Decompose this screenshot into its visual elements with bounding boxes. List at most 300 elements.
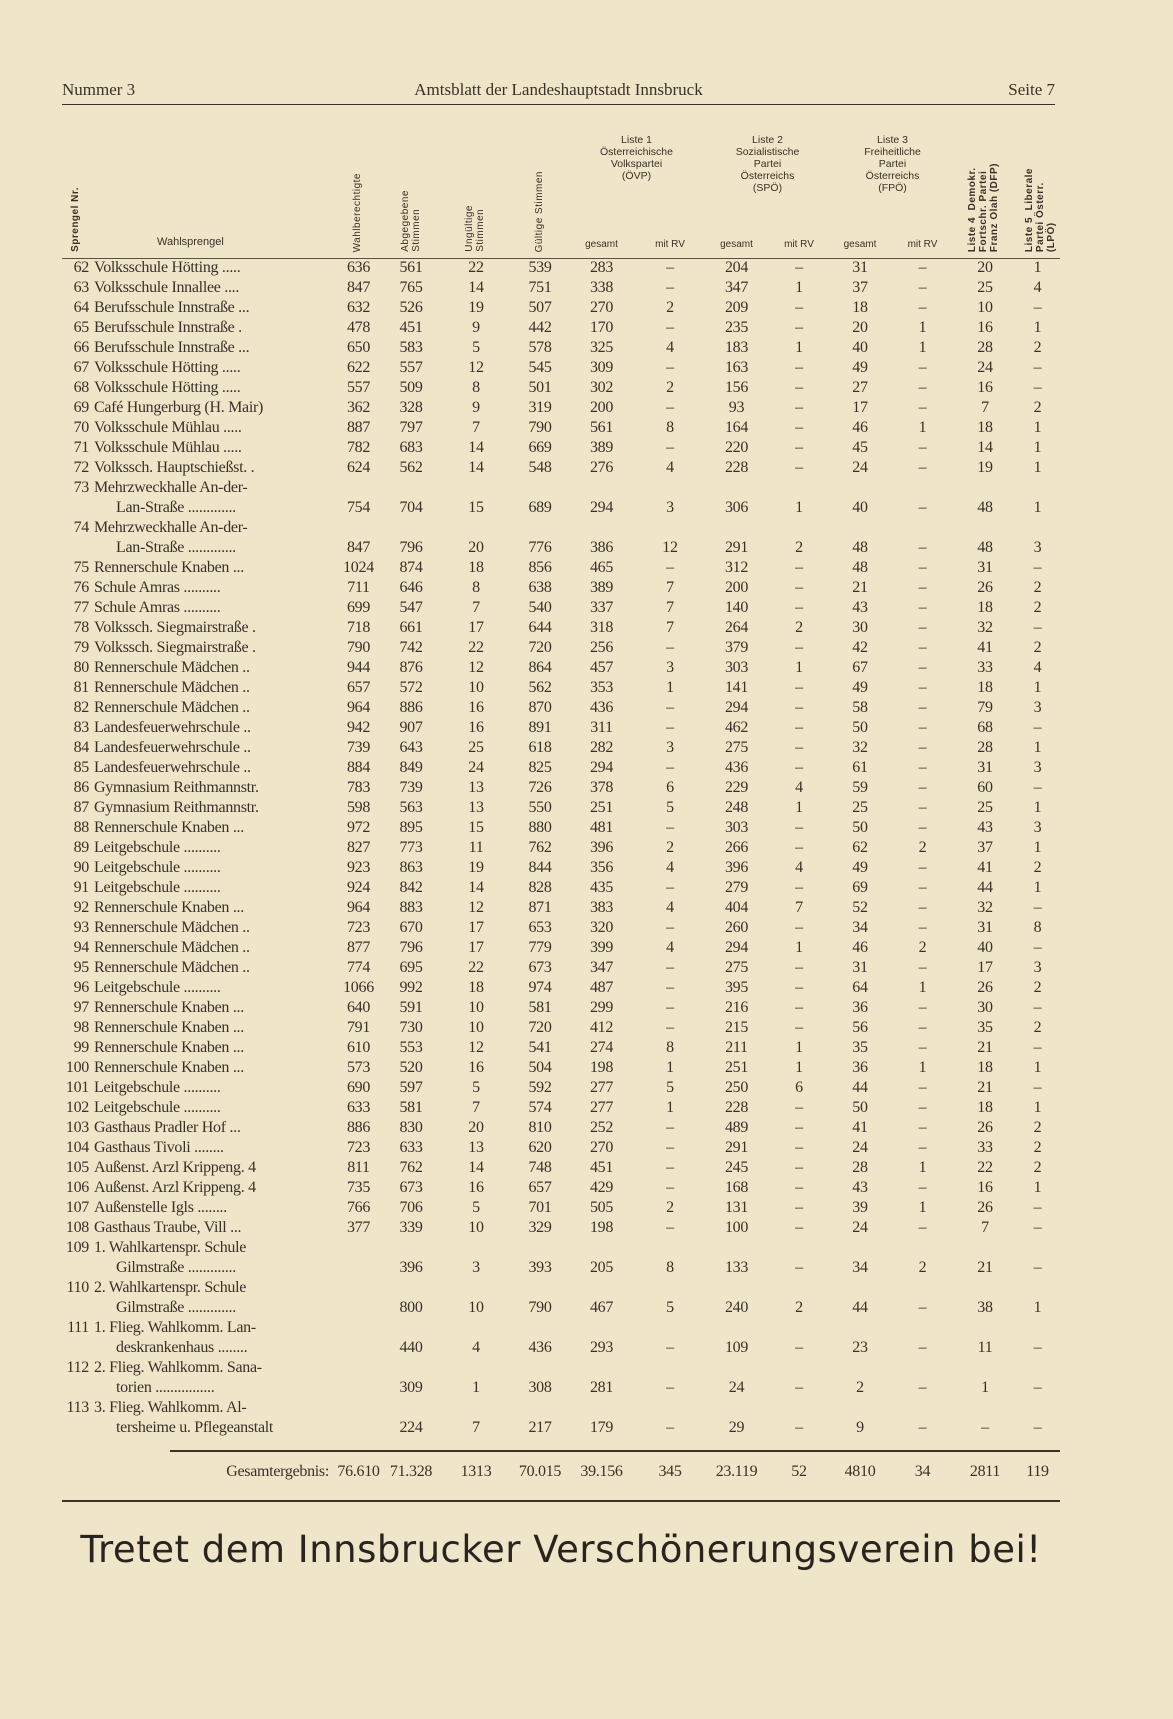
- cell-value: 704: [399, 499, 423, 516]
- cell-value: –: [918, 999, 927, 1016]
- cell-value: 762: [528, 839, 552, 856]
- cell-value: 3: [666, 659, 674, 676]
- cell-value: –: [1033, 559, 1042, 576]
- cell-value: 4: [1033, 659, 1042, 676]
- cell-value: 198: [589, 1059, 614, 1076]
- wahlsprengel-name: Rennerschule Knaben ...: [94, 819, 244, 836]
- cell-value: –: [918, 299, 927, 316]
- cell-value: 338: [589, 279, 614, 296]
- spacer: [62, 1338, 94, 1358]
- cell-value: 790: [528, 1299, 552, 1316]
- cell-value: 14: [468, 439, 484, 456]
- cell-value: –: [1033, 1339, 1042, 1356]
- cell-value: 337: [589, 599, 614, 616]
- wahlsprengel-name: Rennerschule Knaben ...: [94, 899, 244, 916]
- cell-value: 17: [468, 619, 484, 636]
- wahlsprengel-name: Leitgebschule ..........: [94, 979, 221, 996]
- cell-value: 228: [724, 1099, 749, 1116]
- wahlsprengel-name: Rennerschule Knaben ...: [94, 1019, 244, 1036]
- cell-value: –: [666, 979, 674, 996]
- cell-value: [335, 1398, 382, 1418]
- cell-value: 44: [852, 1299, 868, 1316]
- cell-value: –: [1033, 359, 1042, 376]
- cell-value: [335, 1418, 382, 1438]
- cell-value: 49: [852, 359, 868, 376]
- cell-value: 14: [977, 439, 993, 456]
- cell-value: 3: [1033, 759, 1042, 776]
- cell-value: 2: [918, 839, 927, 856]
- cell-value: 251: [724, 1059, 749, 1076]
- cell-value: 592: [528, 1079, 552, 1096]
- cell-value: 31: [852, 959, 868, 976]
- issue-number: Nummer 3: [62, 80, 136, 99]
- cell-value: 43: [977, 819, 993, 836]
- cell-value: 12: [468, 1039, 484, 1056]
- cell-value: 20: [852, 319, 868, 336]
- header-abgegebene: Abgegebene Stimmen: [400, 190, 422, 252]
- cell-value: 14: [468, 1159, 484, 1176]
- cell-value: 1: [666, 1099, 674, 1116]
- cell-value: 43: [852, 1179, 868, 1196]
- cell-value: 673: [399, 1179, 423, 1196]
- cell-value: 730: [399, 1019, 423, 1036]
- cell-value: 1066: [343, 979, 374, 996]
- cell-value: 32: [977, 619, 993, 636]
- sprengel-nr: 73: [73, 479, 89, 496]
- cell-value: –: [918, 659, 927, 676]
- sprengel-nr: 99: [73, 1039, 89, 1056]
- cell-value: 12: [662, 539, 678, 556]
- sprengel-nr: 91: [73, 879, 89, 896]
- cell-value: –: [795, 359, 803, 376]
- sprengel-nr: 94: [73, 939, 89, 956]
- cell-value: 871: [528, 899, 552, 916]
- sprengel-nr: 110: [66, 1279, 89, 1296]
- cell-value: –: [918, 499, 927, 516]
- cell-value: 557: [399, 359, 423, 376]
- cell-value: 291: [724, 1139, 749, 1156]
- cell-value: 754: [346, 499, 371, 516]
- table-row: [62, 658, 1060, 678]
- cell-value: 34: [852, 919, 868, 936]
- cell-value: 2: [1033, 1139, 1042, 1156]
- cell-value: 68: [977, 719, 993, 736]
- cell-value: 1: [1033, 1179, 1042, 1196]
- cell-value: –: [795, 579, 803, 596]
- cell-value: 217: [528, 1419, 552, 1436]
- cell-value: 800: [399, 1299, 423, 1316]
- cell-value: 275: [724, 959, 749, 976]
- cell-value: [512, 1358, 568, 1378]
- cell-value: 3: [1033, 699, 1042, 716]
- total-value: 34: [914, 1463, 931, 1480]
- cell-value: 308: [528, 1379, 552, 1396]
- cell-value: 281: [589, 1379, 614, 1396]
- page-number: Seite 7: [1008, 80, 1055, 99]
- cell-value: 11: [977, 1339, 993, 1356]
- cell-value: 11: [468, 839, 484, 856]
- cell-value: 4: [795, 859, 803, 876]
- cell-value: 377: [346, 1219, 371, 1236]
- cell-value: 10: [977, 299, 993, 316]
- cell-value: [1015, 478, 1060, 498]
- cell-value: 13: [468, 1139, 484, 1156]
- cell-value: 633: [399, 1139, 423, 1156]
- cell-value: 762: [399, 1159, 423, 1176]
- cell-value: 329: [528, 1219, 552, 1236]
- cell-value: 18: [977, 599, 993, 616]
- cell-value: 884: [346, 759, 371, 776]
- cell-value: 383: [589, 899, 614, 916]
- cell-value: –: [666, 879, 674, 896]
- cell-value: 24: [852, 1219, 868, 1236]
- cell-value: –: [1033, 999, 1042, 1016]
- cell-value: –: [795, 1259, 803, 1276]
- cell-value: 572: [399, 679, 423, 696]
- cell-value: [568, 478, 635, 498]
- cell-value: [635, 1278, 705, 1298]
- wahlsprengel-name: Schule Amras ..........: [94, 599, 221, 616]
- cell-value: 748: [528, 1159, 552, 1176]
- cell-value: [890, 518, 955, 538]
- cell-value: –: [918, 959, 927, 976]
- table-row: [62, 778, 1060, 798]
- cell-value: 18: [468, 559, 484, 576]
- cell-value: [635, 1238, 705, 1258]
- cell-value: 739: [346, 739, 371, 756]
- cell-value: –: [666, 1139, 674, 1156]
- cell-value: –: [1033, 1199, 1042, 1216]
- cell-value: –: [918, 719, 927, 736]
- cell-value: 3: [1033, 539, 1042, 556]
- cell-value: –: [918, 1379, 927, 1396]
- cell-value: 309: [589, 359, 614, 376]
- cell-value: 31: [977, 559, 993, 576]
- cell-value: [440, 1398, 512, 1418]
- cell-value: 1: [1033, 439, 1042, 456]
- cell-value: 797: [399, 419, 423, 436]
- cell-value: 378: [589, 779, 614, 796]
- cell-value: 690: [346, 1079, 371, 1096]
- cell-value: [382, 1318, 440, 1338]
- cell-value: 42: [852, 639, 868, 656]
- cell-value: –: [795, 819, 803, 836]
- cell-value: [335, 1258, 382, 1278]
- cell-value: 876: [399, 659, 423, 676]
- cell-value: 1: [795, 659, 803, 676]
- cell-value: [568, 1278, 635, 1298]
- cell-value: 701: [528, 1199, 552, 1216]
- table-row: [62, 898, 1060, 918]
- cell-value: [335, 1278, 382, 1298]
- cell-value: 22: [468, 259, 484, 276]
- cell-value: –: [666, 1159, 674, 1176]
- sprengel-nr: 97: [73, 999, 89, 1016]
- cell-value: 2: [1033, 979, 1042, 996]
- cell-value: 21: [977, 1039, 993, 1056]
- cell-value: 347: [589, 959, 614, 976]
- cell-value: [1015, 1278, 1060, 1298]
- cell-value: 4: [666, 339, 674, 356]
- cell-value: –: [918, 559, 927, 576]
- wahlsprengel-name: Landesfeuerwehrschule ..: [94, 719, 251, 736]
- cell-value: 299: [589, 999, 614, 1016]
- cell-value: 4: [472, 1339, 480, 1356]
- cell-value: 539: [528, 259, 552, 276]
- cell-value: 25: [977, 279, 993, 296]
- cell-value: 8: [472, 579, 480, 596]
- cell-value: 396: [399, 1259, 423, 1276]
- cell-value: 294: [724, 939, 749, 956]
- cell-value: [440, 518, 512, 538]
- wahlsprengel-name: Leitgebschule ..........: [94, 1079, 221, 1096]
- cell-value: [890, 1278, 955, 1298]
- sprengel-nr: 80: [73, 659, 89, 676]
- header-liste1: Liste 1 Österreichische Volkspartei (ÖVP): [600, 134, 673, 182]
- cell-value: 312: [724, 559, 749, 576]
- cell-value: 12: [468, 359, 484, 376]
- cell-value: 45: [852, 439, 868, 456]
- cell-value: 695: [399, 959, 423, 976]
- cell-value: –: [918, 439, 927, 456]
- cell-value: [568, 518, 635, 538]
- sprengel-nr: 64: [73, 299, 89, 316]
- cell-value: 396: [724, 859, 749, 876]
- cell-value: 796: [399, 939, 423, 956]
- cell-value: 50: [852, 1099, 868, 1116]
- cell-value: 9: [472, 399, 480, 416]
- cell-value: [890, 1358, 955, 1378]
- cell-value: 1: [918, 1059, 927, 1076]
- cell-value: [830, 518, 890, 538]
- sprengel-nr: 95: [73, 959, 89, 976]
- cell-value: –: [918, 859, 927, 876]
- cell-value: 618: [528, 739, 552, 756]
- cell-value: 319: [528, 399, 552, 416]
- cell-value: [890, 1398, 955, 1418]
- cell-value: 507: [528, 299, 552, 316]
- cell-value: –: [918, 539, 927, 556]
- cell-value: 7: [666, 599, 674, 616]
- cell-value: 791: [346, 1019, 371, 1036]
- sprengel-nr: 103: [65, 1119, 89, 1136]
- table-row: [62, 398, 1060, 418]
- cell-value: 541: [528, 1039, 552, 1056]
- cell-value: –: [1033, 619, 1042, 636]
- cell-value: –: [918, 1119, 927, 1136]
- cell-value: 830: [399, 1119, 423, 1136]
- cell-value: –: [918, 279, 927, 296]
- cell-value: 699: [346, 599, 371, 616]
- cell-value: [890, 478, 955, 498]
- cell-value: 880: [528, 819, 552, 836]
- cell-value: –: [666, 1379, 674, 1396]
- cell-value: 245: [724, 1159, 749, 1176]
- cell-value: [1015, 1318, 1060, 1338]
- cell-value: –: [795, 379, 803, 396]
- wahlsprengel-name: Gymnasium Reithmannstr.: [94, 779, 259, 796]
- cell-value: 270: [589, 299, 614, 316]
- cell-value: 661: [399, 619, 423, 636]
- spacer: [62, 538, 94, 558]
- header-liste2-mit-rv: mit RV: [784, 239, 814, 250]
- cell-value: 48: [977, 499, 993, 516]
- cell-value: 294: [589, 499, 614, 516]
- header-ungueltige: Ungültige Stimmen: [464, 205, 486, 252]
- cell-value: –: [666, 279, 674, 296]
- table-row: [62, 858, 1060, 878]
- cell-value: 163: [724, 359, 749, 376]
- table-row: [62, 638, 1060, 658]
- cell-value: –: [795, 919, 803, 936]
- cell-value: 18: [977, 1099, 993, 1116]
- cell-value: 972: [346, 819, 371, 836]
- cell-value: 16: [468, 719, 484, 736]
- table-row: [62, 1318, 1060, 1358]
- cell-value: 26: [977, 979, 993, 996]
- wahlsprengel-name: Berufsschule Innstraße .: [94, 319, 242, 336]
- header-liste2-gesamt: gesamt: [720, 239, 753, 250]
- cell-value: [335, 1238, 382, 1258]
- cell-value: 8: [666, 419, 674, 436]
- sprengel-nr: 111: [67, 1319, 89, 1336]
- sprengel-nr: 104: [65, 1139, 89, 1156]
- table-row: [62, 1158, 1060, 1178]
- cell-value: 827: [346, 839, 371, 856]
- cell-value: 46: [852, 419, 868, 436]
- cell-value: [382, 518, 440, 538]
- cell-value: [512, 478, 568, 498]
- wahlsprengel-name: Außenst. Arzl Krippeng. 4: [94, 1179, 256, 1196]
- sprengel-nr: 93: [73, 919, 89, 936]
- cell-value: 31: [977, 759, 993, 776]
- cell-value: 562: [528, 679, 552, 696]
- cell-value: –: [666, 1179, 674, 1196]
- cell-value: 2: [918, 939, 927, 956]
- cell-value: [512, 1278, 568, 1298]
- table-row: [62, 358, 1060, 378]
- cell-value: 24: [977, 359, 993, 376]
- cell-value: 20: [977, 259, 993, 276]
- sprengel-nr: 102: [65, 1099, 89, 1116]
- cell-value: 133: [724, 1259, 749, 1276]
- cell-value: 24: [852, 1139, 868, 1156]
- cell-value: 2: [666, 299, 674, 316]
- total-label: Gesamtergebnis:: [226, 1463, 329, 1480]
- cell-value: 550: [528, 799, 552, 816]
- cell-value: 644: [528, 619, 552, 636]
- cell-value: 766: [346, 1199, 371, 1216]
- cell-value: [768, 1398, 830, 1418]
- cell-value: 670: [399, 919, 423, 936]
- cell-value: –: [666, 399, 674, 416]
- cell-value: –: [918, 359, 927, 376]
- table-row: [62, 1078, 1060, 1098]
- cell-value: 24: [852, 459, 868, 476]
- cell-value: 557: [346, 379, 371, 396]
- cell-value: 891: [528, 719, 552, 736]
- cell-value: 264: [724, 619, 749, 636]
- cell-value: 2: [1033, 1019, 1042, 1036]
- cell-value: 270: [589, 1139, 614, 1156]
- cell-value: 21: [977, 1079, 993, 1096]
- cell-value: 412: [589, 1019, 614, 1036]
- cell-value: 309: [399, 1379, 423, 1396]
- spacer: [62, 1378, 94, 1398]
- cell-value: 2: [795, 619, 803, 636]
- cell-value: 782: [346, 439, 371, 456]
- table-row: [62, 1118, 1060, 1138]
- cell-value: 156: [724, 379, 749, 396]
- cell-value: 24: [468, 759, 484, 776]
- cell-value: 251: [589, 799, 614, 816]
- cell-value: –: [795, 439, 803, 456]
- cell-value: 294: [589, 759, 614, 776]
- cell-value: 2: [795, 539, 803, 556]
- sprengel-nr: 85: [73, 759, 89, 776]
- cell-value: –: [1033, 719, 1042, 736]
- cell-value: [635, 1318, 705, 1338]
- wahlsprengel-name: 2. Flieg. Wahlkomm. Sana-: [94, 1359, 262, 1376]
- cell-value: 14: [468, 879, 484, 896]
- cell-value: 26: [977, 579, 993, 596]
- cell-value: 683: [399, 439, 423, 456]
- table-row: [62, 1358, 1060, 1398]
- cell-value: –: [795, 1099, 803, 1116]
- cell-value: 1: [981, 1379, 989, 1396]
- cell-value: 64: [852, 979, 868, 996]
- cell-value: 864: [528, 659, 552, 676]
- cell-value: 12: [468, 659, 484, 676]
- cell-value: 37: [977, 839, 993, 856]
- cell-value: 31: [977, 919, 993, 936]
- wahlsprengel-name: Rennerschule Knaben ...: [94, 1039, 244, 1056]
- cell-value: [955, 1358, 1015, 1378]
- total-value: 52: [791, 1463, 807, 1480]
- table-row: [62, 918, 1060, 938]
- cell-value: [955, 518, 1015, 538]
- cell-value: 620: [528, 1139, 552, 1156]
- table-row: [62, 678, 1060, 698]
- cell-value: 404: [724, 899, 749, 916]
- table-row: [62, 278, 1060, 298]
- wahlsprengel-name: Lan-Straße .............: [116, 539, 236, 556]
- table-row: [62, 1278, 1060, 1318]
- cell-value: [635, 478, 705, 498]
- table-header: [62, 128, 1060, 259]
- cell-value: –: [666, 759, 674, 776]
- cell-value: [440, 478, 512, 498]
- cell-value: –: [1033, 1419, 1042, 1436]
- sprengel-nr: 82: [73, 699, 89, 716]
- total-value: 4810: [844, 1463, 876, 1480]
- cell-value: 6: [795, 1079, 803, 1096]
- cell-value: –: [918, 899, 927, 916]
- cell-value: 907: [399, 719, 423, 736]
- cell-value: 58: [852, 699, 868, 716]
- cell-value: 5: [666, 1299, 674, 1316]
- cell-value: –: [795, 419, 803, 436]
- cell-value: 49: [852, 859, 868, 876]
- cell-value: 974: [528, 979, 552, 996]
- cell-value: 30: [977, 999, 993, 1016]
- cell-value: –: [918, 919, 927, 936]
- cell-value: –: [918, 679, 927, 696]
- total-value: 39.156: [580, 1463, 623, 1480]
- cell-value: 60: [977, 779, 993, 796]
- table-row: [62, 738, 1060, 758]
- cell-value: 209: [724, 299, 749, 316]
